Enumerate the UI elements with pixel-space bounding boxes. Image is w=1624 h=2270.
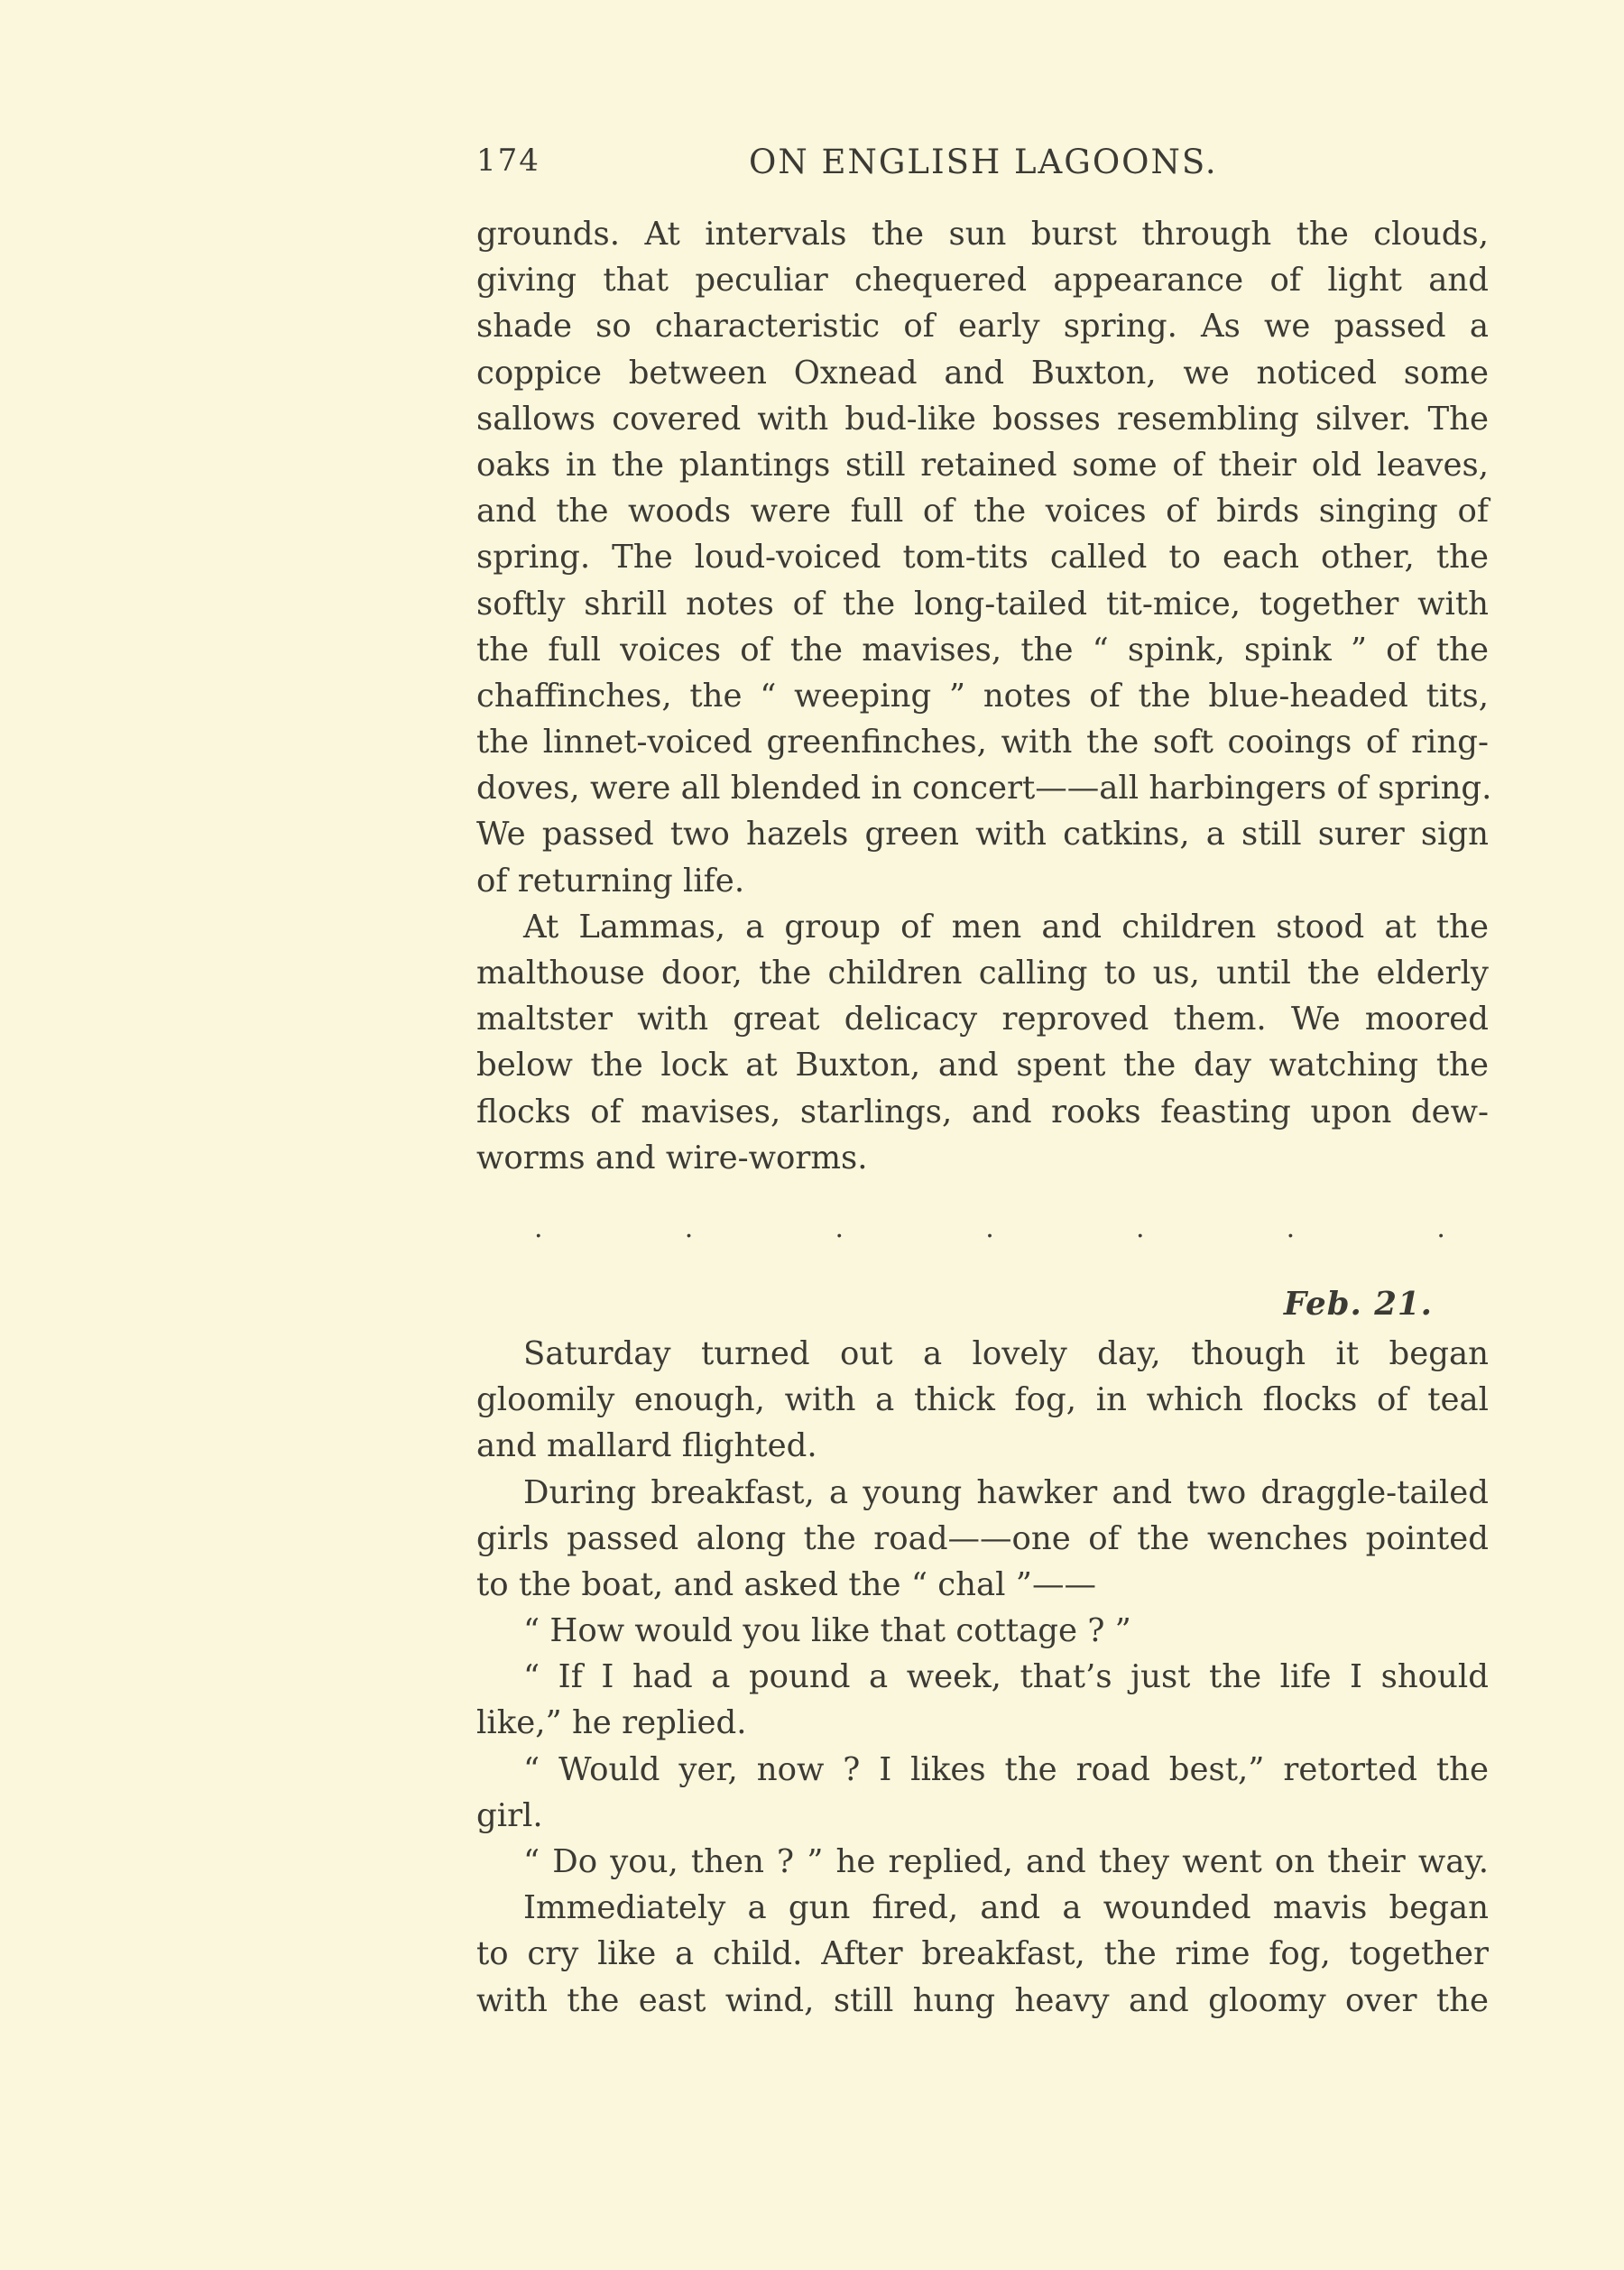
text-line: the full voices of the mavises, the “ spink, spink ” of the	[476, 631, 1489, 669]
text-line: At Lammas, a group of men and children stood at the	[523, 908, 1489, 946]
text-line: We passed two hazels green with catkins, a still surer sign	[476, 816, 1489, 854]
text-line: giving that peculiar chequered appearance of light and	[476, 262, 1489, 300]
separator-dot: .	[1436, 1212, 1445, 1244]
separator-dot: .	[684, 1212, 694, 1244]
separator-dot: .	[1286, 1212, 1296, 1244]
text-line: of returning life.	[476, 862, 745, 900]
separator-dot: .	[534, 1212, 543, 1244]
text-line: flocks of mavises, starlings, and rooks feasting upon dew-	[476, 1093, 1489, 1130]
text-line: girl.	[476, 1796, 543, 1834]
body-text	[476, 211, 1492, 2024]
text-line: maltster with great delicacy reproved them. We moored	[476, 1001, 1489, 1038]
text-line: like,” he replied.	[476, 1704, 747, 1742]
separator-dot: .	[835, 1212, 844, 1244]
text-line: Immediately a gun fired, and a wounded mavis began	[523, 1889, 1489, 1927]
text-line: doves, were all blended in concert——all harbingers of spring.	[476, 770, 1492, 807]
text-line: to the boat, and asked the “ chal ”——	[476, 1565, 1096, 1603]
text-line: During breakfast, a young hawker and two draggle-tailed	[523, 1473, 1489, 1511]
text-line: malthouse door, the children calling to us, until the elderly	[476, 955, 1489, 992]
text-line: to cry like a child. After breakfast, the rime fog, together	[476, 1935, 1489, 1973]
page-header	[476, 143, 1487, 188]
text-line: “ How would you like that cottage ? ”	[523, 1612, 1131, 1650]
text-line: “ Would yer, now ? I likes the road best,” retorted the	[523, 1750, 1489, 1788]
text-line: oaks in the plantings still retained some of their old leaves,	[476, 446, 1489, 484]
text-line: coppice between Oxnead and Buxton, we noticed some	[476, 354, 1489, 392]
section-separator	[534, 1212, 1445, 1244]
text-line: shade so characteristic of early spring. As we passed a	[476, 308, 1489, 346]
separator-dot: .	[1135, 1212, 1145, 1244]
text-line: chaffinches, the “ weeping ” notes of the blue-headed tits,	[476, 677, 1489, 715]
text-line: the linnet-voiced greenfinches, with the soft cooings of ring-	[476, 724, 1489, 761]
running-title: ON ENGLISH LAGOONS.	[749, 143, 1218, 181]
text-line: sallows covered with bud-like bosses resembling silver. The	[476, 400, 1489, 438]
text-line: softly shrill notes of the long-tailed tit-mice, together with	[476, 585, 1489, 623]
text-line: gloomily enough, with a thick fog, in which flocks of teal	[476, 1381, 1489, 1419]
text-line: with the east wind, still hung heavy and gloomy over the	[476, 1981, 1489, 2019]
text-line: below the lock at Buxton, and spent the day watching the	[476, 1047, 1489, 1084]
separator-dot: .	[985, 1212, 994, 1244]
text-line: Saturday turned out a lovely day, though it began	[523, 1334, 1489, 1372]
entry-date-text: Feb. 21.	[1283, 1285, 1433, 1323]
text-line: “ If I had a pound a week, that’s just the life I should	[523, 1658, 1489, 1696]
text-line: worms and wire-worms.	[476, 1139, 868, 1177]
text-line: spring. The loud-voiced tom-tits called to each other, the	[476, 539, 1489, 577]
text-line: and the woods were full of the voices of birds singing of	[476, 493, 1489, 531]
text-line: and mallard flighted.	[476, 1427, 817, 1465]
text-line: grounds. At intervals the sun burst through the clouds,	[476, 216, 1489, 253]
entry-date	[476, 1278, 1489, 1331]
text-line: girls passed along the road——one of the wenches pointed	[476, 1519, 1489, 1557]
text-line: “ Do you, then ? ” he replied, and they went on their way.	[523, 1843, 1489, 1880]
page-number: 174	[476, 143, 540, 179]
